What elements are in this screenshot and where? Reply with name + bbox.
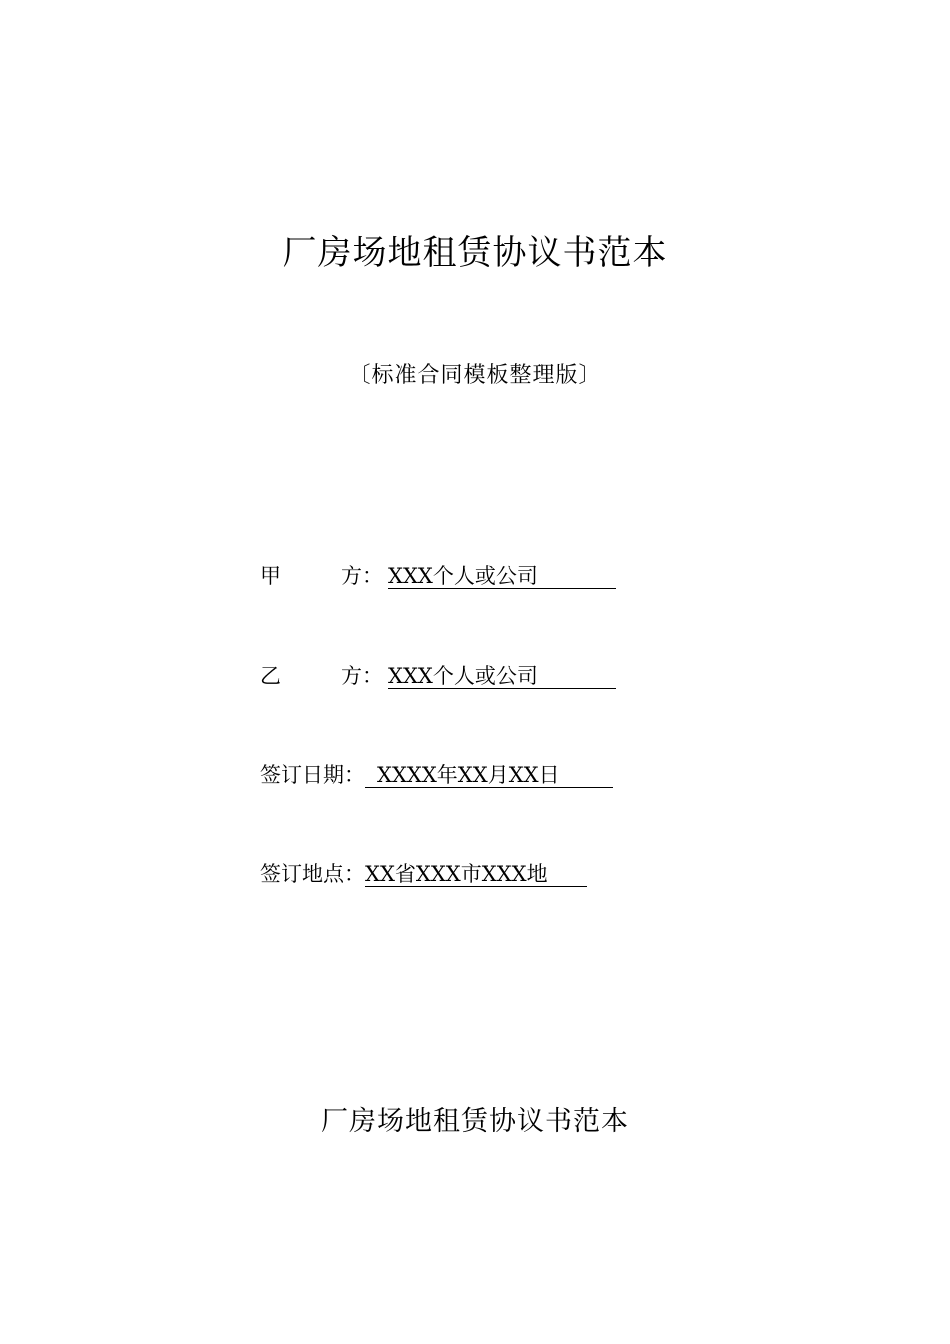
signing-date-value [365, 763, 613, 788]
party-a-colon: ： [362, 564, 383, 588]
party-b-value: XXX个人或公司 [388, 664, 616, 689]
party-b-label-last: 方 [341, 664, 362, 688]
signing-place-value: XX省XXX市XXX地 [365, 862, 587, 887]
document-subtitle: 〔标准合同模板整理版〕 [348, 363, 602, 388]
signing-date-label: 签订日期 [260, 763, 344, 787]
document-title-repeat: 厂房场地租赁协议书范本 [321, 1106, 629, 1137]
party-b-colon: ： [362, 664, 383, 688]
signing-place-label: 签订地点 [260, 862, 344, 886]
signing-place-colon: ： [344, 862, 365, 886]
party-b-label-first: 乙 [260, 664, 281, 688]
signing-date-row [260, 760, 613, 790]
signing-place-row [260, 859, 587, 889]
party-a-row [260, 561, 616, 591]
party-a-label-last: 方 [341, 564, 362, 588]
party-a-label-first: 甲 [260, 564, 281, 588]
document-title: 厂房场地租赁协议书范本 [282, 233, 668, 273]
party-a-value: XXX个人或公司 [388, 564, 616, 589]
signing-date-colon: ： [344, 763, 365, 787]
party-a-label [260, 561, 362, 591]
party-b-label [260, 661, 362, 691]
signing-date-text: XXXX年XX月XX日 [377, 763, 560, 787]
party-b-row [260, 661, 616, 691]
